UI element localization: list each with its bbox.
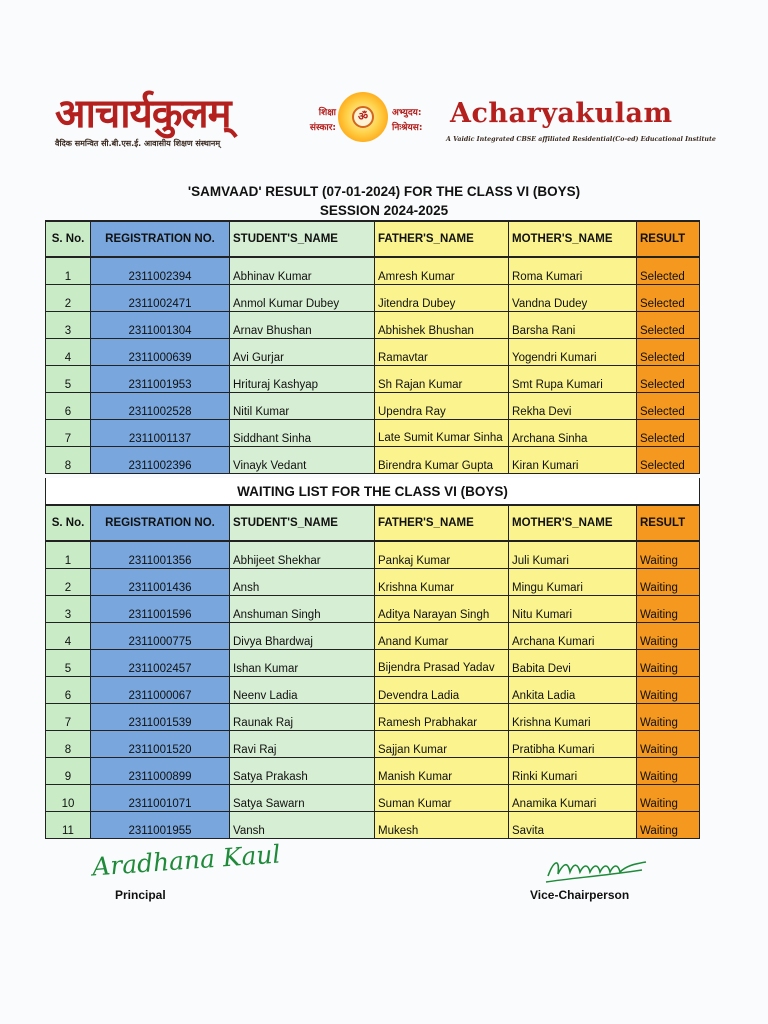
result-title: 'SAMVAAD' RESULT (07-01-2024) FOR THE CLASS VI (BOYS) [187, 184, 581, 199]
institution-header [0, 88, 768, 158]
result-cell: Waiting [637, 704, 700, 731]
mother-name-cell: Roma Kumari [509, 258, 637, 285]
sno-cell: 2 [45, 285, 91, 312]
father-name-cell: Sajjan Kumar [375, 731, 509, 758]
hindi-logo-text: आचार्यकुलम् [55, 90, 231, 137]
sno-cell: 10 [45, 785, 91, 812]
sno-cell: 11 [45, 812, 91, 839]
father-name-cell: Devendra Ladia [375, 677, 509, 704]
student-name-cell: Vansh [230, 812, 375, 839]
student-name-cell: Ishan Kumar [230, 650, 375, 677]
student-name-cell: Nitil Kumar [230, 393, 375, 420]
mother-name-cell: Rekha Devi [509, 393, 637, 420]
motto-right-line1: अभ्युदय: [392, 108, 422, 118]
mother-name-cell: Vandna Dudey [509, 285, 637, 312]
table-row [45, 677, 700, 704]
father-name-cell: Manish Kumar [375, 758, 509, 785]
table-row [45, 596, 700, 623]
mother-name-cell: Mingu Kumari [509, 569, 637, 596]
student-name-cell: Satya Sawarn [230, 785, 375, 812]
registration-cell: 2311002457 [91, 650, 230, 677]
father-name-cell: Bijendra Prasad Yadav [375, 650, 509, 677]
father-name-cell: Anand Kumar [375, 623, 509, 650]
registration-cell: 2311001356 [91, 542, 230, 569]
col-header-father: FATHER'S_NAME [375, 504, 509, 542]
student-name-cell: Hrituraj Kashyap [230, 366, 375, 393]
registration-cell: 2311000639 [91, 339, 230, 366]
father-name-cell: Pankaj Kumar [375, 542, 509, 569]
emblem-icon [338, 92, 388, 142]
table-row [45, 758, 700, 785]
col-header-student: STUDENT'S_NAME [230, 504, 375, 542]
col-header-student: STUDENT'S_NAME [230, 220, 375, 258]
result-cell: Waiting [637, 758, 700, 785]
col-header-sno: S. No. [45, 504, 91, 542]
father-name-cell: Abhishek Bhushan [375, 312, 509, 339]
result-cell: Waiting [637, 596, 700, 623]
student-name-cell: Satya Prakash [230, 758, 375, 785]
waiting-list-title: WAITING LIST FOR THE CLASS VI (BOYS) [45, 478, 700, 506]
table-row [45, 366, 700, 393]
registration-cell: 2311001304 [91, 312, 230, 339]
father-name-cell: Ramesh Prabhakar [375, 704, 509, 731]
sno-cell: 3 [45, 596, 91, 623]
student-name-cell: Abhinav Kumar [230, 258, 375, 285]
sno-cell: 1 [45, 542, 91, 569]
mother-name-cell: Rinki Kumari [509, 758, 637, 785]
father-name-cell: Birendra Kumar Gupta [375, 447, 509, 474]
student-name-cell: Divya Bhardwaj [230, 623, 375, 650]
mother-name-cell: Babita Devi [509, 650, 637, 677]
registration-cell: 2311002394 [91, 258, 230, 285]
principal-label: Principal [115, 888, 166, 902]
result-cell: Waiting [637, 812, 700, 839]
mother-name-cell: Anamika Kumari [509, 785, 637, 812]
col-header-sno: S. No. [45, 220, 91, 258]
registration-cell: 2311001953 [91, 366, 230, 393]
waiting-table-header [45, 504, 700, 531]
mother-name-cell: Juli Kumari [509, 542, 637, 569]
result-cell: Waiting [637, 569, 700, 596]
result-cell: Waiting [637, 623, 700, 650]
student-name-cell: Abhijeet Shekhar [230, 542, 375, 569]
col-header-registration: REGISTRATION NO. [91, 220, 230, 258]
registration-cell: 2311000899 [91, 758, 230, 785]
registration-cell: 2311001071 [91, 785, 230, 812]
motto-right-line2: निःश्रेयस: [392, 123, 423, 133]
mother-name-cell: Nitu Kumari [509, 596, 637, 623]
result-cell: Selected [637, 339, 700, 366]
registration-cell: 2311001436 [91, 569, 230, 596]
sno-cell: 8 [45, 731, 91, 758]
mother-name-cell: Archana Kumari [509, 623, 637, 650]
table-row [45, 447, 700, 474]
emblem-ring [352, 106, 374, 128]
col-header-registration: REGISTRATION NO. [91, 504, 230, 542]
student-name-cell: Siddhant Sinha [230, 420, 375, 447]
english-tagline: A Vaidic Integrated CBSE affiliated Residential(Co-ed) Educational Institute [446, 136, 716, 143]
father-name-cell: Suman Kumar [375, 785, 509, 812]
student-name-cell: Ravi Raj [230, 731, 375, 758]
sno-cell: 4 [45, 623, 91, 650]
col-header-father: FATHER'S_NAME [375, 220, 509, 258]
mother-name-cell: Pratibha Kumari [509, 731, 637, 758]
col-header-mother: MOTHER'S_NAME [509, 504, 637, 542]
table-row [45, 258, 700, 285]
father-name-cell: Sh Rajan Kumar [375, 366, 509, 393]
student-name-cell: Vinayk Vedant [230, 447, 375, 474]
registration-cell: 2311000775 [91, 623, 230, 650]
motto-right [392, 106, 442, 136]
father-name-cell: Late Sumit Kumar Sinha [375, 420, 509, 447]
sno-cell: 9 [45, 758, 91, 785]
table-row [45, 812, 700, 839]
sno-cell: 3 [45, 312, 91, 339]
registration-cell: 2311001596 [91, 596, 230, 623]
mother-name-cell: Ankita Ladia [509, 677, 637, 704]
result-cell: Waiting [637, 785, 700, 812]
col-header-mother: MOTHER'S_NAME [509, 220, 637, 258]
father-name-cell: Ramavtar [375, 339, 509, 366]
sno-cell: 1 [45, 258, 91, 285]
result-cell: Waiting [637, 731, 700, 758]
student-name-cell: Anmol Kumar Dubey [230, 285, 375, 312]
col-header-result: RESULT [637, 504, 700, 542]
registration-cell: 2311001955 [91, 812, 230, 839]
mother-name-cell: Krishna Kumari [509, 704, 637, 731]
vice-chairperson-label: Vice-Chairperson [530, 888, 630, 902]
hindi-tagline: वैदिक समन्वित सी.बी.एस.ई. आवासीय शिक्षण संस्थानम् [55, 139, 221, 148]
table-row [45, 393, 700, 420]
motto-left [290, 106, 336, 136]
registration-cell: 2311001539 [91, 704, 230, 731]
om-symbol: ॐ [357, 111, 369, 123]
registration-cell: 2311002471 [91, 285, 230, 312]
mother-name-cell: Kiran Kumari [509, 447, 637, 474]
registration-cell: 2311000067 [91, 677, 230, 704]
table-row [45, 569, 700, 596]
motto-left-line1: शिक्षा [318, 108, 336, 118]
student-name-cell: Ansh [230, 569, 375, 596]
sno-cell: 4 [45, 339, 91, 366]
table-row [45, 650, 700, 677]
principal-signature: Aradhana Kaul [91, 839, 282, 882]
result-cell: Selected [637, 393, 700, 420]
mother-name-cell: Savita [509, 812, 637, 839]
student-name-cell: Avi Gurjar [230, 339, 375, 366]
sno-cell: 5 [45, 650, 91, 677]
table-row [45, 731, 700, 758]
student-name-cell: Raunak Raj [230, 704, 375, 731]
father-name-cell: Mukesh [375, 812, 509, 839]
result-cell: Selected [637, 447, 700, 474]
vice-chairperson-signature [542, 852, 652, 888]
sno-cell: 6 [45, 677, 91, 704]
father-name-cell: Amresh Kumar [375, 258, 509, 285]
result-cell: Waiting [637, 677, 700, 704]
result-cell: Waiting [637, 650, 700, 677]
registration-cell: 2311001137 [91, 420, 230, 447]
father-name-cell: Aditya Narayan Singh [375, 596, 509, 623]
table-row [45, 420, 700, 447]
table-row [45, 704, 700, 731]
student-name-cell: Arnav Bhushan [230, 312, 375, 339]
session-title: SESSION 2024-2025 [319, 203, 449, 218]
table-row [45, 285, 700, 312]
result-cell: Selected [637, 258, 700, 285]
registration-cell: 2311002396 [91, 447, 230, 474]
sno-cell: 7 [45, 704, 91, 731]
result-cell: Selected [637, 285, 700, 312]
sno-cell: 5 [45, 366, 91, 393]
registration-cell: 2311002528 [91, 393, 230, 420]
result-cell: Selected [637, 312, 700, 339]
mother-name-cell: Barsha Rani [509, 312, 637, 339]
father-name-cell: Krishna Kumar [375, 569, 509, 596]
sno-cell: 6 [45, 393, 91, 420]
student-name-cell: Neenv Ladia [230, 677, 375, 704]
result-cell: Waiting [637, 542, 700, 569]
motto-left-line2: संस्कार: [309, 123, 336, 133]
father-name-cell: Jitendra Dubey [375, 285, 509, 312]
father-name-cell: Upendra Ray [375, 393, 509, 420]
col-header-result: RESULT [637, 220, 700, 258]
result-cell: Selected [637, 420, 700, 447]
mother-name-cell: Archana Sinha [509, 420, 637, 447]
mother-name-cell: Yogendri Kumari [509, 339, 637, 366]
table-row [45, 623, 700, 650]
registration-cell: 2311001520 [91, 731, 230, 758]
selected-table-header [45, 220, 700, 247]
student-name-cell: Anshuman Singh [230, 596, 375, 623]
sno-cell: 8 [45, 447, 91, 474]
sno-cell: 7 [45, 420, 91, 447]
mother-name-cell: Smt Rupa Kumari [509, 366, 637, 393]
table-row [45, 339, 700, 366]
table-row [45, 785, 700, 812]
result-cell: Selected [637, 366, 700, 393]
english-logo-text: Acharyakulam [450, 98, 673, 129]
table-row [45, 312, 700, 339]
table-row [45, 542, 700, 569]
sno-cell: 2 [45, 569, 91, 596]
